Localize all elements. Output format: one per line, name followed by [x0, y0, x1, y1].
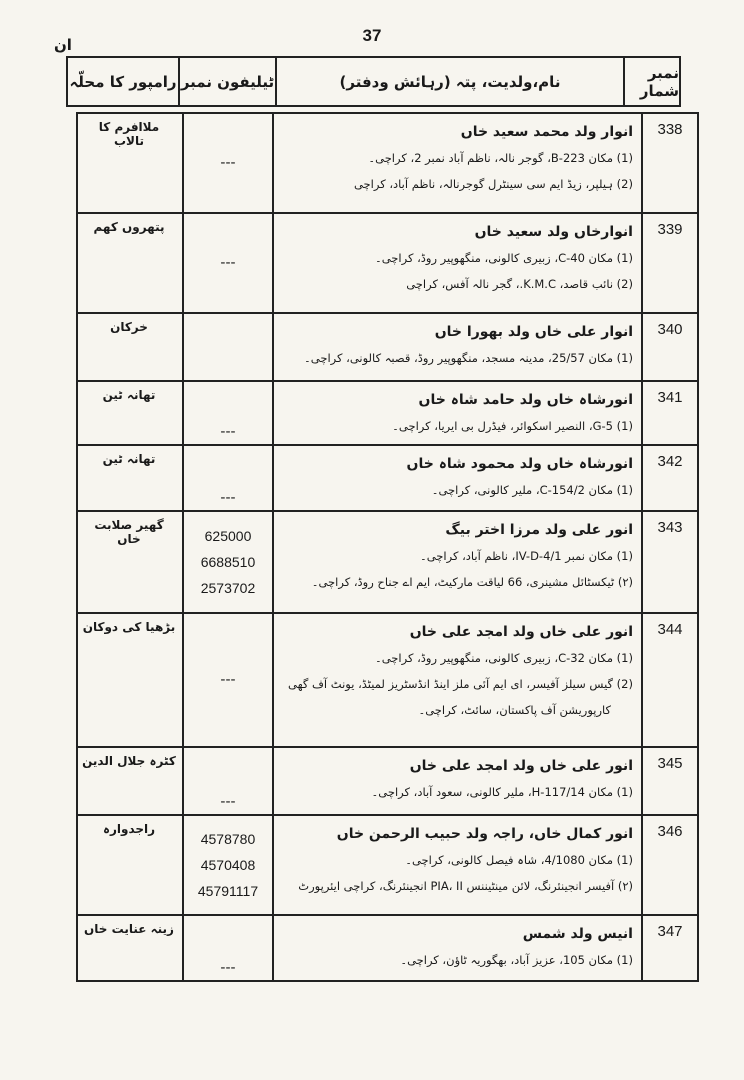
telephone-dash: ---	[220, 155, 236, 171]
address-line: (1) مکان C-154/2، ملیر کالونی، کراچی۔	[431, 483, 633, 497]
telephone-cell	[182, 614, 272, 746]
area-cell: تھانہ ٹین	[102, 388, 156, 402]
person-name: انوارخاں ولد سعید خاں	[474, 224, 633, 240]
address-line: کارپوریشن آف پاکستان، سائٹ، کراچی۔	[418, 703, 611, 717]
area-cell: ملاافرم کا تالاب	[98, 120, 160, 148]
column-header-row	[66, 56, 681, 107]
table-row	[78, 114, 697, 212]
serial-number: 343	[641, 512, 697, 612]
header-telephone: ٹیلیفون نمبر	[178, 58, 275, 105]
telephone-dash: ---	[220, 424, 236, 440]
telephone-cell	[182, 114, 272, 212]
telephone-cell	[182, 512, 272, 612]
telephone-cell	[182, 314, 272, 380]
serial-number: 345	[641, 748, 697, 814]
area-cell: بڑھیا کی دوکان	[82, 620, 176, 634]
table-row	[78, 510, 697, 612]
person-name: انور علی خاں ولد امجد علی خاں	[409, 758, 633, 774]
telephone-number: 4578780	[200, 831, 256, 847]
serial-number: 341	[641, 382, 697, 444]
header-area: رامپور کا محلّہ	[69, 72, 177, 91]
serial-number: 339	[641, 214, 697, 312]
address-line: (2) گیس سیلز آفیسر، ای ایم آئی ملز اینڈ انڈسٹریز لمیٹڈ، یونٹ آف گھی	[287, 677, 633, 691]
name-address-cell	[272, 916, 641, 980]
person-name: انور علی ولد مرزا اختر بیگ	[445, 522, 633, 538]
telephone-cell	[182, 916, 272, 980]
name-address-cell	[272, 382, 641, 444]
person-name: انور کمال خاں، راجہ ولد حبیب الرحمن خاں	[336, 826, 633, 842]
address-line: (1) مکان نمبر IV-D-4/1، ناظم آباد، کراچی۔	[419, 549, 633, 563]
table-row	[78, 312, 697, 380]
name-address-cell	[272, 614, 641, 746]
person-name: انورشاہ خاں ولد محمود شاہ خاں	[406, 456, 633, 472]
area-cell: تھانہ ٹین	[102, 452, 156, 466]
telephone-dash: ---	[220, 255, 236, 271]
name-address-cell	[272, 512, 641, 612]
telephone-dash: ---	[220, 490, 236, 506]
page-number: 37	[362, 26, 382, 45]
telephone-number: 6688510	[200, 554, 256, 570]
name-address-cell	[272, 214, 641, 312]
telephone-number: 625000	[204, 528, 252, 544]
person-name: انورشاہ خاں ولد حامد شاہ خاں	[418, 392, 633, 408]
area-cell: کٹرہ جلال الدین	[82, 754, 176, 768]
telephone-number: 4570408	[200, 857, 256, 873]
telephone-number: 2573702	[200, 580, 256, 596]
table-row	[78, 444, 697, 510]
name-address-cell	[272, 816, 641, 914]
area-cell: راجدوارہ	[102, 822, 156, 836]
serial-number: 338	[641, 114, 697, 212]
name-address-cell	[272, 114, 641, 212]
address-line: (1) مکان H-117/14، ملیر کالونی، سعود آباد، کراچی۔	[371, 785, 633, 799]
serial-number: 346	[641, 816, 697, 914]
telephone-dash: ---	[220, 672, 236, 688]
address-line: (1) مکان 25/57، مدینہ مسجد، منگھوپیر روڈ، قصبہ کالونی، کراچی۔	[304, 351, 633, 365]
person-name: انور علی خاں ولد امجد علی خاں	[409, 624, 633, 640]
table-row	[78, 914, 697, 980]
serial-number: 344	[641, 614, 697, 746]
table-row	[78, 746, 697, 814]
area-cell: خرکان	[110, 320, 148, 334]
table-row	[78, 612, 697, 746]
address-line: (1) مکان B-223، گوجر نالہ، ناظم آباد نمبر 2، کراچی۔	[368, 151, 633, 165]
telephone-cell	[182, 214, 272, 312]
serial-number: 342	[641, 446, 697, 510]
address-line: (1) مکان C-40، زبیری کالونی، منگھوپیر روڈ، کراچی۔	[374, 251, 633, 265]
table-row	[78, 814, 697, 914]
telephone-number: 45791117	[197, 883, 259, 899]
telephone-cell	[182, 748, 272, 814]
telephone-cell	[182, 382, 272, 444]
table-row	[78, 380, 697, 444]
address-line: (2) ہیلپر، زیڈ ایم سی سینٹرل گوجرنالہ، ناظم آباد، کراچی	[353, 177, 633, 191]
address-line: (1) G-5، النصیر اسکوائر، فیڈرل بی ایریا، کراچی۔	[392, 419, 633, 433]
area-cell: زینہ عنایت خاں	[84, 922, 174, 936]
telephone-cell	[182, 816, 272, 914]
area-cell: پتھروں کھم	[93, 220, 165, 234]
name-address-cell	[272, 314, 641, 380]
address-line: (1) مکان 4/1080، شاہ فیصل کالونی، کراچی۔	[405, 853, 633, 867]
address-line: (1) مکان 105، عزیز آباد، بھگوریہ ٹاؤن، کراچی۔	[400, 953, 633, 967]
running-head: ان	[54, 36, 72, 54]
name-address-cell	[272, 748, 641, 814]
serial-number: 340	[641, 314, 697, 380]
table-row	[78, 212, 697, 312]
serial-number: 347	[641, 916, 697, 980]
telephone-dash: ---	[220, 960, 236, 976]
telephone-dash: ---	[220, 794, 236, 810]
address-line: (۲) ٹیکسٹائل مشینری، 66 لیاقت مارکیٹ، ایم اے جناح روڈ، کراچی۔	[311, 575, 633, 589]
person-name: انوار ولد محمد سعید خاں	[460, 124, 633, 140]
person-name: انیس ولد شمس	[522, 926, 633, 942]
telephone-cell	[182, 446, 272, 510]
header-serial: نمبر شمار	[623, 58, 679, 105]
header-name: نام،ولدیت، پتہ (رہائش ودفتر)	[275, 58, 623, 105]
address-line: (2) نائب قاصد، K.M.C.، گجر نالہ آفس، کراچی	[406, 277, 633, 291]
area-cell: گھیر صلابت خاں	[94, 518, 164, 546]
address-line: (۲) آفیسر انجینئرنگ، لائن مینٹیننس PIA، II انجینئرنگ، کراچی ایئرپورٹ	[298, 879, 633, 893]
name-address-cell	[272, 446, 641, 510]
address-line: (1) مکان C-32، زبیری کالونی، منگھوپیر روڈ، کراچی۔	[374, 651, 633, 665]
person-name: انوار علی خاں ولد بھورا خاں	[434, 324, 633, 340]
directory-table	[76, 112, 699, 982]
